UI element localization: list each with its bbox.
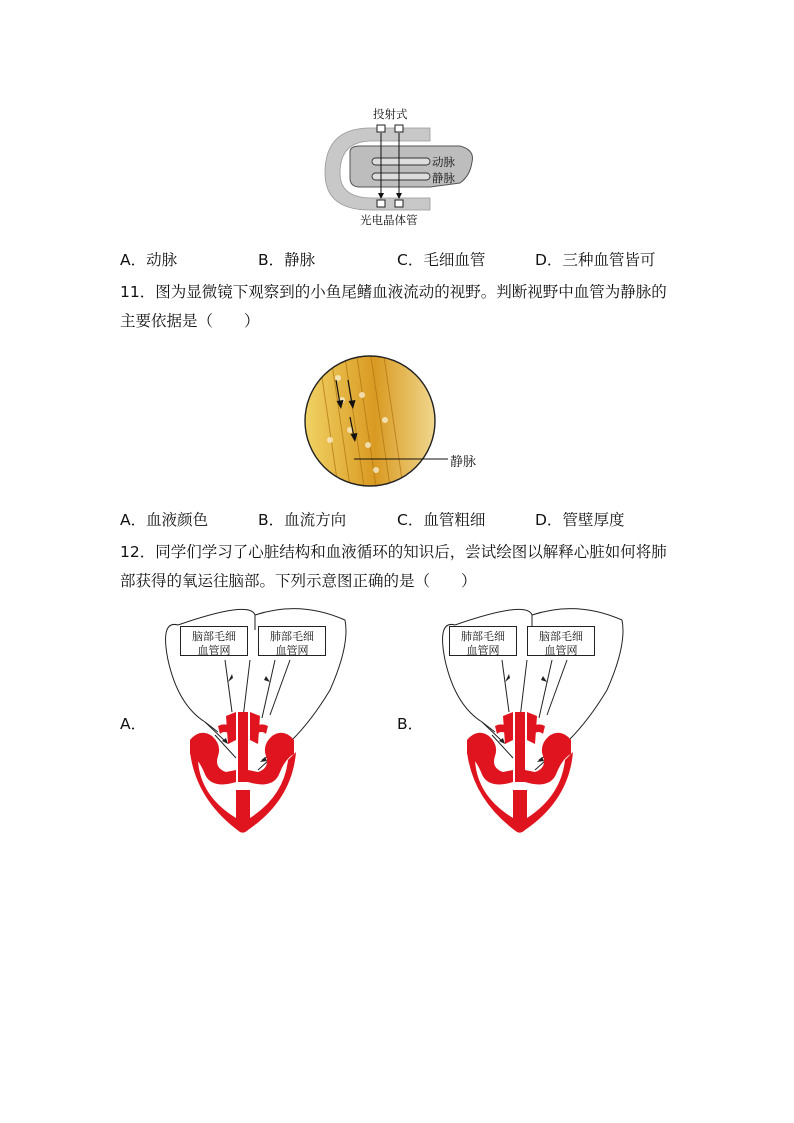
sensor-top-label: 投射式 [373,107,408,121]
q11-option-b[interactable]: B．血流方向 [258,511,347,529]
q10-option-b[interactable]: B．静脉 [258,251,316,269]
artery-label: 动脉 [432,155,455,169]
q12-option-b-letter[interactable]: B． [397,715,424,733]
q11-option-c[interactable]: C．血管粗细 [397,511,486,529]
q12-b-right-box: 脑部毛细 血管网 [527,626,595,656]
q12-option-a-letter[interactable]: A． [120,715,147,733]
q12-a-right-box: 肺部毛细 血管网 [258,626,326,656]
q11-option-a[interactable]: A．血液颜色 [120,511,209,529]
vein-pointer-label: 静脉 [450,455,477,470]
q11-stem: 11．图为显微镜下观察到的小鱼尾鳍血液流动的视野。判断视野中血管为静脉的主要依据是（ ） [120,283,667,330]
q10-option-c[interactable]: C．毛细血管 [397,251,486,269]
q12-b-left-box: 肺部毛细 血管网 [449,626,517,656]
sensor-bottom-label: 光电晶体管 [360,213,418,227]
q10-option-a[interactable]: A．动脉 [120,251,178,269]
q11-option-d[interactable]: D．管壁厚度 [535,511,625,529]
q12-stem: 12．同学们学习了心脏结构和血液循环的知识后，尝试绘图以解释心脏如何将肺部获得的氧运往脑部。下列示意图正确的是（ ） [120,543,667,590]
q10-option-d[interactable]: D．三种血管皆可 [535,251,656,269]
vein-label: 静脉 [432,171,455,185]
q12-a-left-box: 脑部毛细 血管网 [180,626,248,656]
